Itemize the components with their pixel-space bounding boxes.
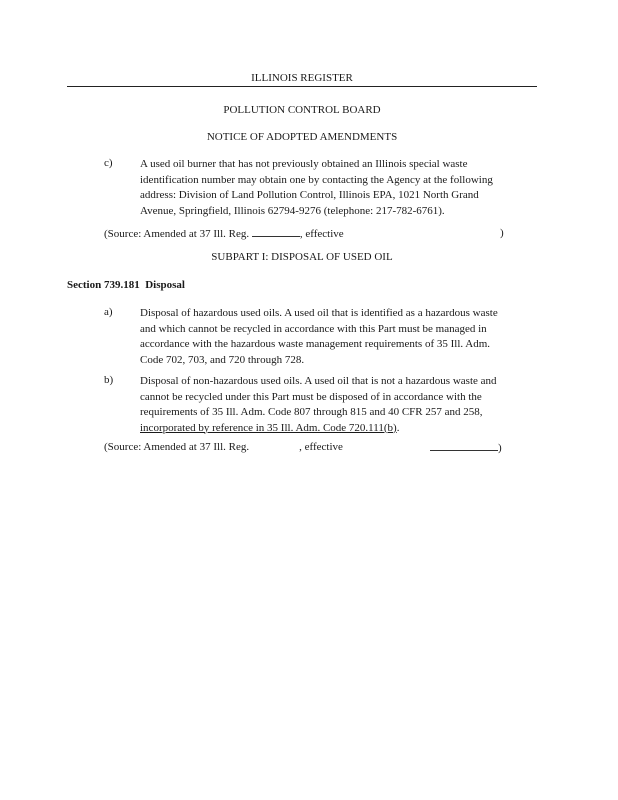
item-b-text bbox=[140, 374, 530, 436]
item-c-line: Avenue, Springfield, Illinois 62794-9276 (telephone: 217-782-6761). bbox=[140, 204, 445, 217]
source-note-2 bbox=[104, 441, 343, 453]
item-a-text bbox=[140, 306, 530, 368]
source-1-close: ) bbox=[500, 227, 504, 239]
source-2-close: ) bbox=[498, 442, 502, 454]
item-a-line: and which cannot be recycled in accordance with this Part must be managed in bbox=[140, 322, 487, 335]
incorporated-by-reference: incorporated by reference in 35 Ill. Adm. Code 720.111(b) bbox=[140, 421, 397, 434]
item-b-line-underlined bbox=[140, 421, 530, 437]
item-c-label: c) bbox=[104, 157, 113, 169]
item-c-line: address: Division of Land Pollution Control, Illinois EPA, 1021 North Grand bbox=[140, 189, 479, 201]
notice-title: NOTICE OF ADOPTED AMENDMENTS bbox=[206, 131, 398, 143]
item-a-line: Code 702, 703, and 720 through 728. bbox=[140, 353, 305, 366]
item-a-line: accordance with the hazardous waste management requirements of 35 Ill. Adm. bbox=[140, 338, 491, 350]
item-a-label: a) bbox=[104, 306, 113, 318]
source-note-1 bbox=[104, 227, 344, 240]
item-b-line: requirements of 35 Ill. Adm. Code 807 through 815 and 40 CFR 257 and 258, bbox=[140, 406, 483, 418]
section-number: Section 739.181 bbox=[67, 279, 140, 291]
effective-date-blank bbox=[430, 441, 502, 454]
board-title: POLLUTION CONTROL BOARD bbox=[223, 104, 381, 116]
section-heading bbox=[67, 279, 185, 291]
item-c-line: identification number may obtain one by contacting the Agency at the following bbox=[140, 173, 493, 186]
register-title: ILLINOIS REGISTER bbox=[251, 72, 353, 84]
item-b-label: b) bbox=[104, 374, 114, 386]
reg-blank-1 bbox=[252, 227, 300, 237]
date-blank-2 bbox=[430, 441, 498, 451]
item-b-tail: . bbox=[396, 421, 400, 434]
item-b-line: Disposal of non-hazardous used oils. A used oil that is not a hazardous waste and bbox=[140, 375, 497, 387]
subpart-title: SUBPART I: DISPOSAL OF USED OIL bbox=[211, 251, 393, 263]
source-1-effective: , effective bbox=[299, 228, 344, 240]
source-2-effective: , effective bbox=[299, 441, 343, 453]
item-a-line: Disposal of hazardous used oils. A used oil that is identified as a hazardous waste bbox=[140, 307, 498, 319]
header-rule bbox=[67, 86, 537, 87]
item-c-line: A used oil burner that has not previously obtained an Illinois special waste bbox=[140, 158, 468, 170]
item-b-line: cannot be recycled under this Part must be disposed of in accordance with the bbox=[140, 390, 482, 403]
section-title: Disposal bbox=[145, 279, 185, 291]
source-1-prefix: (Source: Amended at 37 Ill. Reg. bbox=[104, 228, 252, 240]
source-2-prefix: (Source: Amended at 37 Ill. Reg. bbox=[104, 441, 250, 453]
item-c-text bbox=[140, 157, 530, 219]
